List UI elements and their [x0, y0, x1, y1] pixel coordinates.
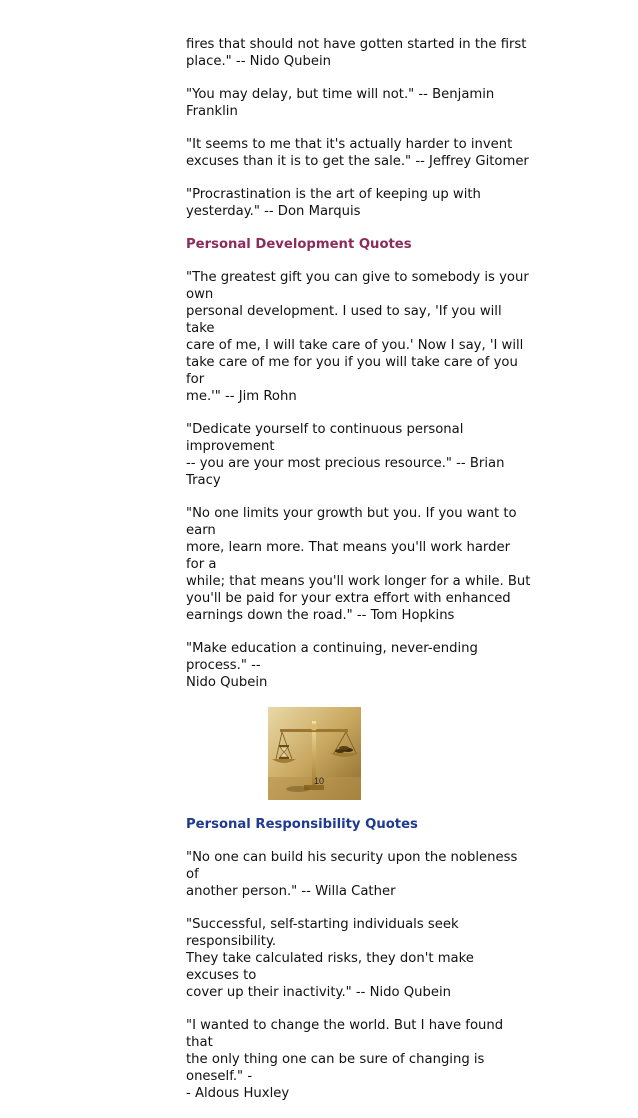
- quote-paragraph: "You may delay, but time will not." -- Benjamin Franklin: [186, 87, 495, 119]
- quote-paragraph: "I wanted to change the world. But I have found that the only thing one can be sure of changing is oneself." - - Aldous Huxley: [186, 1018, 504, 1101]
- page-number: 10: [313, 776, 324, 786]
- quote-paragraph: "No one limits your growth but you. If you want to earn more, learn more. That means you'll work harder for a while; that means you'll work longer for a while. But you'll be paid for your extra effort with enhanced earnings down the road." -- Tom Hopkins: [186, 506, 531, 623]
- section-heading-personal-responsibility: Personal Responsibility Quotes: [186, 817, 418, 832]
- quote-paragraph: "Make education a continuing, never-ending process." -- Nido Qubein: [186, 641, 478, 690]
- section-heading-personal-development: Personal Development Quotes: [186, 237, 412, 252]
- quote-paragraph: "No one can build his security upon the nobleness of another person." -- Willa Cather: [186, 850, 518, 899]
- scales-hourglass-image: [268, 707, 361, 800]
- quote-paragraph: "It seems to me that it's actually harder to invent excuses than it is to get the sale." -- Jeffrey Gitomer: [186, 137, 529, 169]
- quote-paragraph: fires that should not have gotten started in the first place." -- Nido Qubein: [186, 37, 527, 69]
- quote-paragraph: "Procrastination is the art of keeping up with yesterday." -- Don Marquis: [186, 187, 481, 219]
- quote-paragraph: "The greatest gift you can give to somebody is your own personal development. I used to say, 'If you will take care of me, I will take care of you.' Now I say, 'I will take care of me for you if you will take care of you for me.'" -- Jim Rohn: [186, 270, 529, 404]
- text-column: [186, 36, 531, 1118]
- quote-paragraph: "Successful, self-starting individuals seek responsibility. They take calculated risks, they don't make excuses to cover up their inactivity." -- Nido Qubein: [186, 917, 474, 1000]
- quote-paragraph: "Dedicate yourself to continuous personal improvement -- you are your most precious resource." -- Brian Tracy: [186, 422, 505, 488]
